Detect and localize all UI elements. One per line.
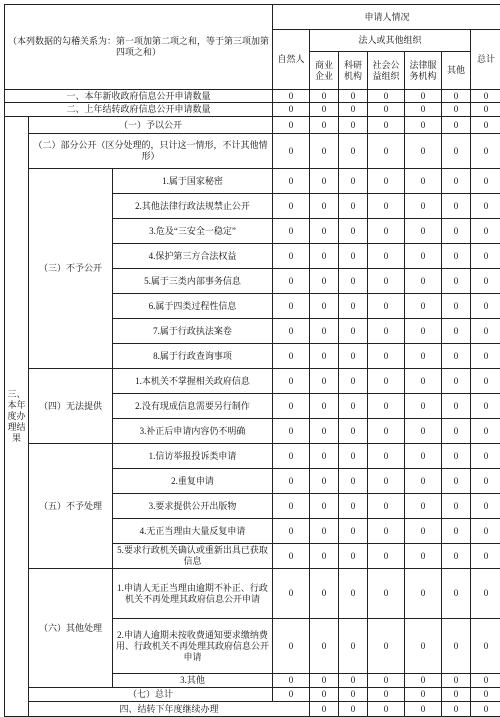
- value-cell: 0: [310, 469, 339, 494]
- value-cell: 0: [273, 674, 310, 688]
- value-cell: 0: [273, 494, 310, 519]
- value-cell: 0: [368, 117, 405, 134]
- sub-item-label: 4.保护第三方合法权益: [113, 244, 273, 269]
- value-cell: 0: [442, 244, 471, 269]
- value-cell: 0: [368, 619, 405, 674]
- value-cell: 0: [368, 702, 405, 717]
- value-cell: 0: [273, 369, 310, 394]
- value-cell: 0: [405, 569, 442, 619]
- value-cell: 0: [339, 169, 368, 194]
- value-cell: 0: [471, 103, 500, 117]
- table-row: [5, 169, 500, 194]
- value-cell: 0: [368, 319, 405, 344]
- value-cell: 0: [471, 169, 500, 194]
- value-cell: 0: [405, 394, 442, 419]
- value-cell: 0: [405, 469, 442, 494]
- value-cell: 0: [368, 134, 405, 169]
- value-cell: 0: [442, 419, 471, 444]
- legal-service-header: 法律服务机构: [405, 52, 442, 90]
- value-cell: 0: [442, 319, 471, 344]
- value-cell: 0: [405, 494, 442, 519]
- sub-item-label: 3.补正后申请内容仍不明确: [113, 419, 273, 444]
- value-cell: 0: [368, 494, 405, 519]
- value-cell: 0: [273, 394, 310, 419]
- value-cell: 0: [471, 419, 500, 444]
- value-cell: 0: [368, 90, 405, 103]
- value-cell: 0: [471, 294, 500, 319]
- value-cell: 0: [471, 674, 500, 688]
- value-cell: 0: [442, 688, 471, 702]
- sub-item-label: 1.申请人无正当理由逾期不补正、行政机关不再处理其政府信息公开申请: [113, 569, 273, 619]
- value-cell: 0: [442, 269, 471, 294]
- value-cell: 0: [310, 344, 339, 369]
- value-cell: 0: [310, 444, 339, 469]
- value-cell: 0: [273, 169, 310, 194]
- value-cell: 0: [471, 117, 500, 134]
- value-cell: 0: [442, 344, 471, 369]
- value-cell: 0: [405, 134, 442, 169]
- value-cell: 0: [405, 519, 442, 544]
- section-three-label: 三、本年度办理结果: [5, 117, 29, 717]
- value-cell: 0: [339, 394, 368, 419]
- row-label: （二）部分公开（区分处理的，只计这一情形，不计其他情形）: [29, 134, 273, 169]
- sub-item-label: 5.属于三类内部事务信息: [113, 269, 273, 294]
- value-cell: 0: [405, 419, 442, 444]
- value-cell: 0: [339, 569, 368, 619]
- value-cell: 0: [442, 444, 471, 469]
- value-cell: 0: [368, 369, 405, 394]
- value-cell: 0: [471, 219, 500, 244]
- value-cell: 0: [339, 319, 368, 344]
- value-cell: 0: [405, 117, 442, 134]
- table-row: [5, 90, 500, 103]
- value-cell: 0: [310, 619, 339, 674]
- group-label: （四）无法提供: [29, 369, 113, 444]
- row-label: 一、本年新收政府信息公开申请数量: [5, 90, 273, 103]
- sub-item-label: 8.属于行政查询事项: [113, 344, 273, 369]
- value-cell: 0: [273, 419, 310, 444]
- total-header: 总计: [471, 30, 500, 90]
- sub-item-label: 3.危及“三安全一稳定”: [113, 219, 273, 244]
- value-cell: 0: [310, 269, 339, 294]
- value-cell: 0: [273, 344, 310, 369]
- value-cell: 0: [368, 444, 405, 469]
- group-label: （五）不予处理: [29, 444, 113, 569]
- value-cell: 0: [368, 194, 405, 219]
- value-cell: 0: [310, 319, 339, 344]
- value-cell: 0: [273, 244, 310, 269]
- table-row: [5, 117, 500, 134]
- value-cell: 0: [471, 269, 500, 294]
- value-cell: 0: [310, 117, 339, 134]
- value-cell: 0: [405, 369, 442, 394]
- value-cell: 0: [310, 394, 339, 419]
- value-cell: 0: [471, 134, 500, 169]
- sub-item-label: 2.没有现成信息需要另行制作: [113, 394, 273, 419]
- value-cell: 0: [310, 569, 339, 619]
- table-row: [5, 569, 500, 619]
- value-cell: 0: [310, 244, 339, 269]
- value-cell: 0: [368, 269, 405, 294]
- value-cell: 0: [273, 219, 310, 244]
- value-cell: 0: [442, 569, 471, 619]
- value-cell: 0: [471, 494, 500, 519]
- value-cell: 0: [442, 702, 471, 717]
- value-cell: 0: [405, 269, 442, 294]
- value-cell: 0: [442, 469, 471, 494]
- value-cell: 0: [339, 134, 368, 169]
- value-cell: 0: [442, 219, 471, 244]
- value-cell: 0: [339, 90, 368, 103]
- value-cell: 0: [310, 90, 339, 103]
- value-cell: 0: [310, 169, 339, 194]
- value-cell: 0: [405, 444, 442, 469]
- value-cell: 0: [471, 90, 500, 103]
- sub-item-label: 1.属于国家秘密: [113, 169, 273, 194]
- value-cell: 0: [339, 244, 368, 269]
- value-cell: 0: [273, 688, 310, 702]
- value-cell: 0: [405, 169, 442, 194]
- group-label: （六）其他处理: [29, 569, 113, 688]
- value-cell: 0: [273, 469, 310, 494]
- value-cell: 0: [368, 103, 405, 117]
- research-header: 科研机构: [339, 52, 368, 90]
- value-cell: 0: [368, 219, 405, 244]
- value-cell: 0: [405, 674, 442, 688]
- value-cell: 0: [339, 103, 368, 117]
- value-cell: 0: [368, 519, 405, 544]
- value-cell: 0: [339, 688, 368, 702]
- value-cell: 0: [273, 519, 310, 544]
- value-cell: 0: [442, 103, 471, 117]
- note-cell: （本列数据的勾稽关系为：第一项加第二项之和，等于第三项加第四项之和）: [5, 5, 273, 90]
- value-cell: 0: [405, 544, 442, 569]
- value-cell: 0: [368, 344, 405, 369]
- value-cell: 0: [273, 569, 310, 619]
- commercial-header: 商业企业: [310, 52, 339, 90]
- value-cell: 0: [310, 194, 339, 219]
- value-cell: 0: [442, 294, 471, 319]
- value-cell: 0: [310, 494, 339, 519]
- value-cell: 0: [310, 544, 339, 569]
- value-cell: 0: [405, 688, 442, 702]
- applicant-header: 申请人情况: [273, 5, 500, 30]
- value-cell: 0: [471, 394, 500, 419]
- value-cell: 0: [442, 544, 471, 569]
- value-cell: 0: [405, 619, 442, 674]
- value-cell: 0: [310, 369, 339, 394]
- value-cell: 0: [405, 702, 442, 717]
- value-cell: 0: [471, 319, 500, 344]
- value-cell: 0: [310, 702, 339, 717]
- table-row: [5, 103, 500, 117]
- value-cell: 0: [442, 90, 471, 103]
- value-cell: 0: [368, 674, 405, 688]
- value-cell: 0: [442, 169, 471, 194]
- row-label: 四、结转下年度继续办理: [29, 702, 310, 717]
- sub-item-label: 5.要求行政机关确认或重新出具已获取信息: [113, 544, 273, 569]
- sub-item-label: 1.本机关不掌握相关政府信息: [113, 369, 273, 394]
- row-label: 二、上年结转政府信息公开申请数量: [5, 103, 273, 117]
- value-cell: 0: [405, 194, 442, 219]
- value-cell: 0: [273, 619, 310, 674]
- table-row: [5, 134, 500, 169]
- table-row: [5, 369, 500, 394]
- value-cell: 0: [442, 394, 471, 419]
- value-cell: 0: [339, 117, 368, 134]
- value-cell: 0: [339, 294, 368, 319]
- value-cell: 0: [368, 544, 405, 569]
- value-cell: 0: [339, 702, 368, 717]
- value-cell: 0: [368, 394, 405, 419]
- sub-item-label: 1.信访举报投诉类申请: [113, 444, 273, 469]
- value-cell: 0: [471, 444, 500, 469]
- value-cell: 0: [442, 134, 471, 169]
- value-cell: 0: [310, 519, 339, 544]
- value-cell: 0: [310, 219, 339, 244]
- value-cell: 0: [442, 194, 471, 219]
- value-cell: 0: [442, 369, 471, 394]
- value-cell: 0: [442, 519, 471, 544]
- value-cell: 0: [368, 688, 405, 702]
- value-cell: 0: [471, 369, 500, 394]
- application-statistics-table: [4, 4, 500, 717]
- value-cell: 0: [471, 569, 500, 619]
- sub-item-label: 2.其他法律行政法规禁止公开: [113, 194, 273, 219]
- value-cell: 0: [442, 494, 471, 519]
- value-cell: 0: [273, 194, 310, 219]
- value-cell: 0: [368, 244, 405, 269]
- value-cell: 0: [273, 103, 310, 117]
- value-cell: 0: [339, 444, 368, 469]
- legal-group-header: 法人或其他组织: [310, 30, 471, 52]
- header-row: [5, 5, 500, 30]
- value-cell: 0: [471, 519, 500, 544]
- value-cell: 0: [339, 674, 368, 688]
- row-label: （七）总计: [29, 688, 273, 702]
- sub-item-label: 2.重复申请: [113, 469, 273, 494]
- natural-person-header: 自然人: [273, 30, 310, 90]
- value-cell: 0: [310, 103, 339, 117]
- value-cell: 0: [339, 469, 368, 494]
- value-cell: 0: [339, 369, 368, 394]
- other-header: 其他: [442, 52, 471, 90]
- value-cell: 0: [273, 269, 310, 294]
- value-cell: 0: [368, 469, 405, 494]
- table-row: [5, 444, 500, 469]
- value-cell: 0: [273, 544, 310, 569]
- value-cell: 0: [273, 134, 310, 169]
- value-cell: 0: [339, 344, 368, 369]
- sub-item-label: 3.其他: [113, 674, 273, 688]
- sub-item-label: 7.属于行政执法案卷: [113, 319, 273, 344]
- group-label: （三）不予公开: [29, 169, 113, 369]
- value-cell: 0: [339, 544, 368, 569]
- value-cell: 0: [405, 219, 442, 244]
- value-cell: 0: [471, 194, 500, 219]
- value-cell: 0: [339, 619, 368, 674]
- value-cell: 0: [339, 419, 368, 444]
- value-cell: 0: [368, 169, 405, 194]
- value-cell: 0: [310, 688, 339, 702]
- value-cell: 0: [405, 90, 442, 103]
- value-cell: 0: [442, 619, 471, 674]
- sub-item-label: 2.申请人逾期未按收费通知要求缴纳费用、行政机关不再处理其政府信息公开申请: [113, 619, 273, 674]
- social-header: 社会公益组织: [368, 52, 405, 90]
- row-label: （一）予以公开: [29, 117, 273, 134]
- value-cell: 0: [339, 519, 368, 544]
- value-cell: 0: [471, 244, 500, 269]
- value-cell: 0: [405, 294, 442, 319]
- value-cell: 0: [405, 244, 442, 269]
- value-cell: 0: [405, 103, 442, 117]
- value-cell: 0: [471, 702, 500, 717]
- value-cell: 0: [471, 344, 500, 369]
- value-cell: 0: [310, 419, 339, 444]
- sub-item-label: 4.无正当理由大量反复申请: [113, 519, 273, 544]
- value-cell: 0: [368, 419, 405, 444]
- value-cell: 0: [442, 117, 471, 134]
- table-row: [5, 702, 500, 717]
- value-cell: 0: [310, 134, 339, 169]
- value-cell: 0: [339, 269, 368, 294]
- value-cell: 0: [273, 444, 310, 469]
- value-cell: 0: [368, 294, 405, 319]
- value-cell: 0: [310, 674, 339, 688]
- value-cell: 0: [310, 294, 339, 319]
- value-cell: 0: [471, 688, 500, 702]
- value-cell: 0: [368, 569, 405, 619]
- value-cell: 0: [405, 319, 442, 344]
- value-cell: 0: [442, 674, 471, 688]
- value-cell: 0: [273, 90, 310, 103]
- total-row: [5, 688, 500, 702]
- value-cell: 0: [273, 117, 310, 134]
- value-cell: 0: [273, 319, 310, 344]
- value-cell: 0: [471, 469, 500, 494]
- value-cell: 0: [471, 619, 500, 674]
- value-cell: 0: [471, 544, 500, 569]
- sub-item-label: 3.要求提供公开出版物: [113, 494, 273, 519]
- value-cell: 0: [339, 494, 368, 519]
- sub-item-label: 6.属于四类过程性信息: [113, 294, 273, 319]
- value-cell: 0: [339, 194, 368, 219]
- value-cell: 0: [339, 219, 368, 244]
- value-cell: 0: [273, 294, 310, 319]
- value-cell: 0: [405, 344, 442, 369]
